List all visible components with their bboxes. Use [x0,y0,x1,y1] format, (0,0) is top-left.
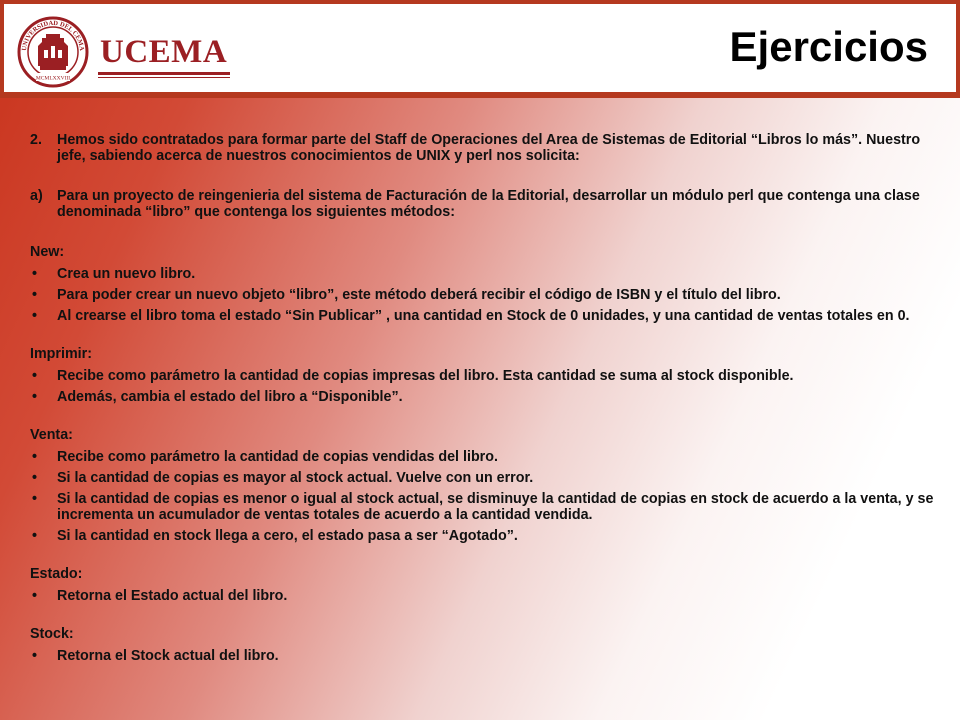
section-heading: Imprimir: [30,346,92,362]
list-item: • Recibe como parámetro la cantidad de copias vendidas del libro. [32,449,498,465]
slide-content [30,132,950,686]
bullet-icon: • [32,389,38,405]
task-text: Para un proyecto de reingenieria del sistema de Facturación de la Editorial, desarrollar un módulo perl que contenga una clase denominada “libro” que contenga los siguientes métodos: [57,188,920,220]
bullet-icon: • [32,368,38,384]
section-stock [30,626,950,664]
section-heading: New: [30,244,65,260]
bullet-icon: • [32,470,38,486]
header-panel [4,4,956,92]
list-item: • Si la cantidad de copias es mayor al stock actual. Vuelve con un error. [32,470,534,486]
logo-wordmark: UCEMA [100,34,228,70]
bullet-icon: • [32,287,38,303]
intro-text: Hemos sido contratados para formar parte del Staff de Operaciones del Area de Sistemas de Editorial “Libros lo más”. Nuestro jefe, sabiendo acerca de nuestros conocimientos de UNIX y perl nos solicita: [57,132,921,164]
section-imprimir [30,346,950,405]
list-item: • Crea un nuevo libro. [32,266,196,282]
list-item: • Retorna el Estado actual del libro. [32,588,288,604]
list-item: • Al crearse el libro toma el estado “Sin Publicar” , una cantidad en Stock de 0 unidades, y una cantidad de ventas totales en 0. [32,308,910,324]
bullet-icon: • [32,528,38,544]
bullet-icon: • [32,491,38,507]
seal-text: UNIVERSIDAD DEL CEMA [20,19,86,52]
task-paragraph [30,188,950,220]
bullet-icon: • [32,308,38,324]
logo-rule-thin [98,77,230,78]
logo-rule [98,72,230,75]
list-item: • Retorna el Stock actual del libro. [32,648,279,664]
section-heading: Venta: [30,427,73,443]
slide-title: Ejercicios [729,23,928,70]
ucema-logo [14,16,234,88]
bullet-icon: • [32,648,38,664]
section-new [30,244,950,324]
section-heading: Stock: [30,626,74,642]
task-number: a) [30,188,43,204]
section-venta [30,427,950,544]
list-item: • Recibe como parámetro la cantidad de copias impresas del libro. Esta cantidad se suma al stock disponible. [32,368,794,384]
bullet-icon: • [32,266,38,282]
bullet-icon: • [32,588,38,604]
seal-year: MCMLXXVIII [35,75,71,82]
section-heading: Estado: [30,566,83,582]
list-item: • Además, cambia el estado del libro a “Disponible”. [32,389,403,405]
list-item: • Si la cantidad en stock llega a cero, el estado pasa a ser “Agotado”. [32,528,518,544]
bullet-icon: • [32,449,38,465]
list-item: • Para poder crear un nuevo objeto “libro”, este método deberá recibir el código de ISBN y el título del libro. [32,287,781,303]
intro-number: 2. [30,132,42,148]
university-seal-icon [14,16,92,88]
section-estado [30,566,950,604]
intro-paragraph [30,132,950,164]
list-item: • Si la cantidad de copias es menor o igual al stock actual, se disminuye la cantidad de copias en stock de acuerdo a la venta, y se incrementa un acumulador de ventas totales de acuerdo a la cantidad vendida. [32,491,934,523]
